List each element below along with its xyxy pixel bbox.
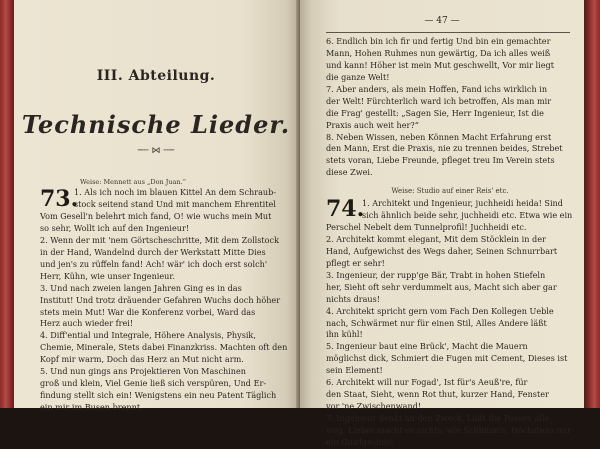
song-74-text-first <box>362 198 572 222</box>
song-74-text <box>326 222 571 449</box>
verse-line: Chemie, Minerale, Stets dabei Finanzkriss. Machten oft den <box>40 342 288 353</box>
verse-line: 6. Architekt will nur Fogad', Ist für's Aeuß're, für <box>326 377 528 388</box>
verse-line: 6. Endlich bin ich fir und fertig Und bin ein gemachter <box>326 36 551 46</box>
left-page <box>14 0 298 412</box>
song-74-number: 74. <box>326 196 365 222</box>
verse-line: 4. Diff'ential und Integrale, Höhere Analysis, Physik, <box>40 330 256 341</box>
song-73-number: 73. <box>40 186 79 212</box>
verse-line: Praxis auch weit her?“ <box>326 119 419 130</box>
song-73-text <box>40 211 287 414</box>
verse-line: groß und klein, Viel Genie ließ sich verspüren, Und Er- <box>40 378 267 389</box>
verse-line: den Mann, Erst die Praxis, nie zu trennen beides, Strebet <box>326 143 563 154</box>
verse-line: Vom Gesell'n belehrt mich fand, O! wie wuchs mein Mut <box>40 211 272 221</box>
verse-line: der Welt! Fürchterlich ward ich betroffen, Als man mir <box>326 95 552 106</box>
verse-line: 1. Architekt und Ingenieur, juchheidi heida! Sind <box>362 198 563 208</box>
verse-line: ein mir im Busen brennt. <box>40 402 143 412</box>
verse-line: Herz auch wieder frei! <box>40 318 134 329</box>
verse-line: weg, Lieber macht er nichts, wie Schlimm's, Höchstens nur <box>326 424 571 435</box>
verse-line: Perschel Nebelt dem Tunnelprofil! Juchheidi etc. <box>326 222 527 232</box>
verse-line: und jen's zu rüffeln fand! Ach! wär' ich doch erst solch' <box>40 258 268 269</box>
verse-line: stock seitend stand Und mit manchem Ehrentitel <box>74 198 276 209</box>
verse-line: findung stellt sich ein! Wenigstens ein neu Patent Täglich <box>40 390 277 401</box>
verse-line: so sehr, Wollt ich auf den Ingenieur! <box>40 222 190 233</box>
verse-line: Hand, Aufgewichst des Wegs daher, Seinen Schnurrbart <box>326 245 558 256</box>
verse-line: pflegt er sehr! <box>326 257 385 268</box>
verse-line: ihn kühl! <box>326 329 363 340</box>
verse-line: den Staat, Sieht, wenn Rot thut, kurzer Hand, Fenster <box>326 389 549 400</box>
verse-line: und kann! Höher ist mein Mut geschwellt, Vor mir liegt <box>326 59 554 70</box>
verse-line: 3. Und nach zweien langen Jahren Ging es in das <box>40 282 242 293</box>
verse-line: 7. Ingenieur denkt an den Zweck, Läßt die Possen alle <box>326 413 550 423</box>
verse-line: 1. Als ich noch im blauen Kittel An dem Schraub- <box>74 187 277 197</box>
section-title: III. Abteilung. <box>96 68 216 84</box>
page-number: — 47 — <box>424 16 460 26</box>
right-page <box>300 0 584 447</box>
header-rule <box>326 32 570 33</box>
verse-line: 7. Aber anders, als mein Hoffen, Fand ichs wirklich in <box>326 83 548 94</box>
verse-line: vor 'ne Zwischenwand! <box>326 401 422 412</box>
verse-line: 8. Neben Wissen, neben Können Macht Erfahrung erst <box>326 131 552 142</box>
verse-line: nach, Schwärmet nur für einen Stil, Alles Andere läßt <box>326 317 547 328</box>
song-74-melody: Weise: Studio auf einer Reis' etc. <box>391 187 509 195</box>
verse-line: ein Guirlgesims! <box>326 436 394 447</box>
verse-line: Kopf mir warm, Doch das Herz an Mut nicht arm. <box>40 354 244 365</box>
verse-line: nichts draus! <box>326 293 381 304</box>
verse-line: 5. Und nun gings ans Projektieren Von Maschinen <box>40 366 246 377</box>
verse-line: stets mein Mut! War die Konferenz vorbei, Ward das <box>40 306 256 317</box>
verse-line: sein Element! <box>326 365 383 376</box>
song-73-melody: Weise: Mennett aus „Don Juan.“ <box>80 178 186 186</box>
song-73-continued <box>326 36 563 179</box>
song-73-text-first <box>74 187 276 211</box>
verse-line: 2. Wenn der mit 'nem Görtscheschritte, Mit dem Zollstock <box>40 234 279 245</box>
verse-line: 5. Ingenieur baut eine Brück', Macht die Mauern <box>326 341 528 352</box>
verse-line: diese Zwei. <box>326 167 373 178</box>
chapter-title: Technische Lieder. <box>21 110 291 139</box>
verse-line: 4. Architekt spricht gern vom Fach Den Kollegen Ueble <box>326 305 554 316</box>
verse-line: stets voran, Liebe Freunde, pfleget treu Im Verein stets <box>326 155 555 166</box>
verse-line: Herr, Kühn, wie unser Ingenieur. <box>40 270 175 281</box>
verse-line: Institut! Und trotz dräuender Gefahren Wuchs doch höher <box>40 294 281 305</box>
verse-line: her, Sieht oft sehr verdummelt aus, Macht sich aber gar <box>326 281 557 292</box>
verse-line: die ganze Welt! <box>326 71 390 82</box>
verse-line: in der Hand, Wandelnd durch der Werkstatt Mitte Dies <box>40 246 266 257</box>
verse-line: möglichst dick, Schmiert die Fugen mit Cement, Dieses ist <box>326 353 568 364</box>
verse-line: die Frag' gestellt: „Sagen Sie, Herr Ingenieur, Ist die <box>326 107 544 118</box>
verse-line: 2. Architekt kommt elegant, Mit dem Stöcklein in der <box>326 233 546 244</box>
ornament-divider: ─╌ ⋈ ╌─ <box>137 146 175 156</box>
verse-line: Mann, Hohen Ruhmes nun gewärtig, Da ich alles weiß <box>326 47 551 58</box>
verse-line: 3. Ingenieur, der rupp'ge Bär, Trabt in hohen Stiefeln <box>326 269 546 280</box>
verse-line: sich ähnlich beide sehr, juchheidi etc. Etwa wie ein <box>362 209 573 220</box>
